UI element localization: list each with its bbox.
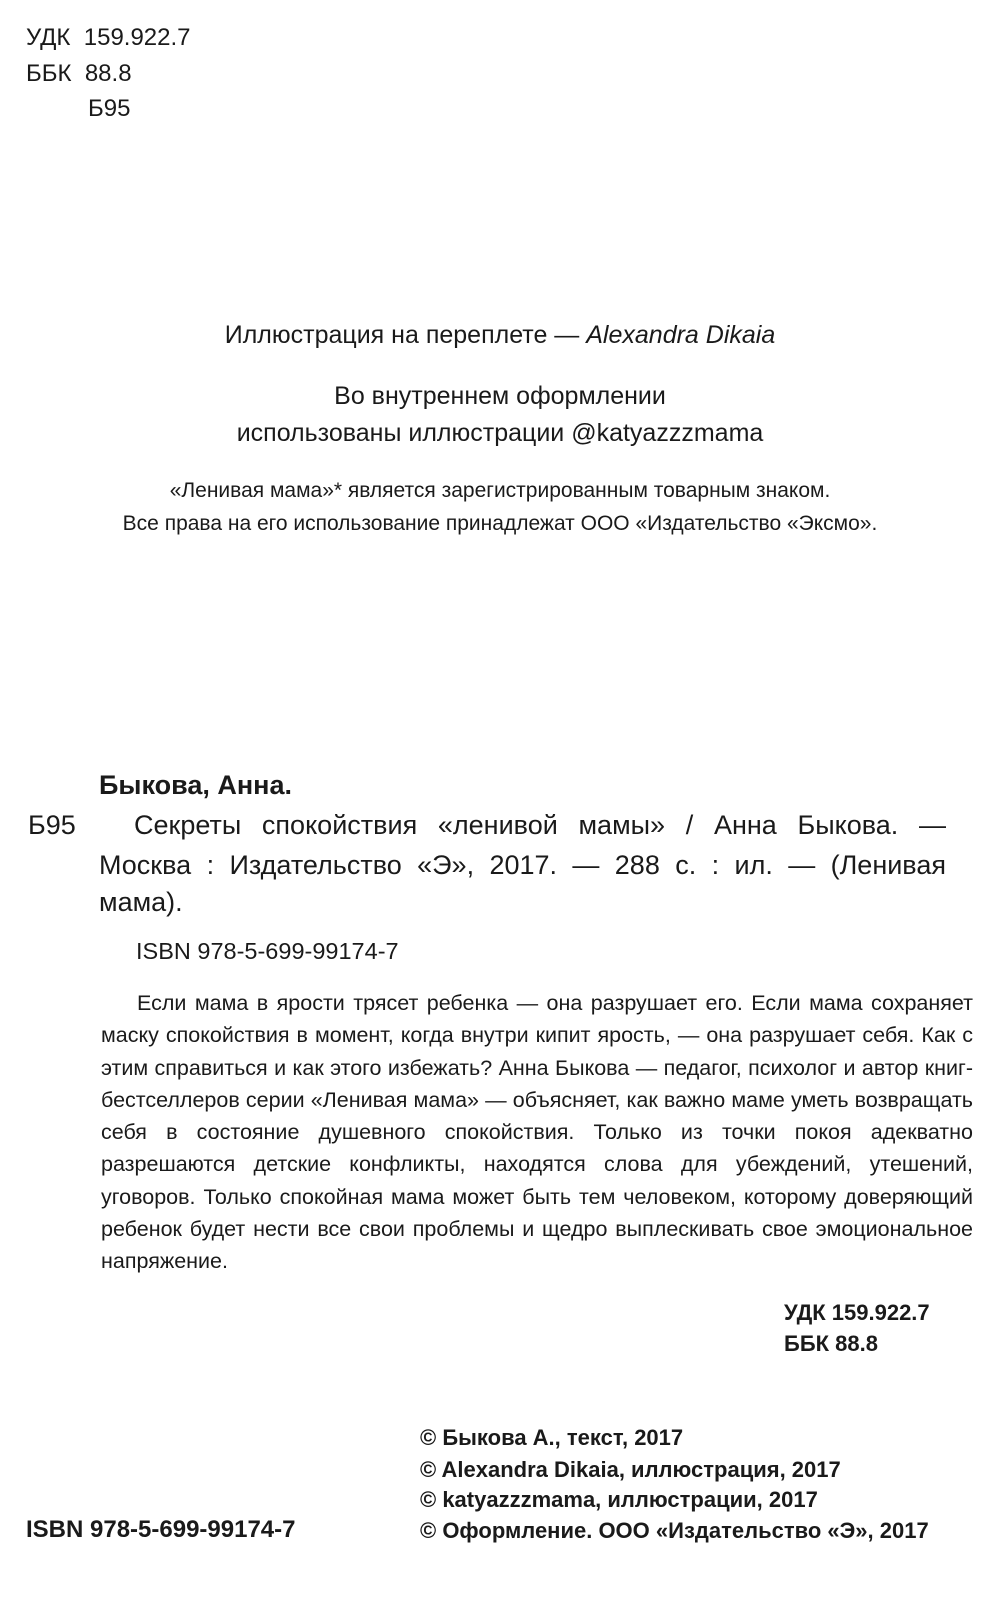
copyright-line-4: © Оформление. ООО «Издательство «Э», 2017 (420, 1518, 929, 1543)
bbk-label: ББК (26, 60, 72, 87)
udk-right: УДК 159.922.7 (784, 1300, 930, 1325)
bbk-value: 88.8 (84, 60, 132, 87)
udk-value: 159.922.7 (83, 24, 191, 51)
annotation: Если мама в ярости трясет ребенка — она разрушает его. Если мама сохраняет маску спокойствия в момент, когда внутри кипит ярость, — она разрушает себя. Как с этим справиться и как этого избежать? Анна Быкова — педагог, психолог и автор книг-бестселлеров серии «Ленивая мама» — объясняет, как важно маме уметь возвращать себя в состояние душевного спокойствия. Только из точки покоя адекватно разрешаются детские конфликты, находятся слова для убеждений, утешений, уговоров. Только спокойная мама может быть тем человеком, которому доверяющий ребенок будет нести все свои проблемы и щедро выплескивать свое эмоциональное напряжение. (101, 991, 973, 1274)
author-mark: Б95 (28, 810, 76, 840)
copyright-line-1: © Быкова А., текст, 2017 (420, 1425, 684, 1450)
bbk-line (26, 56, 132, 92)
cover-illustration-prefix: Иллюстрация на переплете — (224, 321, 587, 349)
biblio-line-1: Секреты спокойствия «ленивой мамы» / Анна Быкова. — (134, 810, 946, 840)
udk-label: УДК (26, 24, 71, 51)
footer-isbn: ISBN 978-5-699-99174-7 (26, 1516, 296, 1543)
author-mark-top: Б95 (88, 95, 131, 122)
author-heading: Быкова, Анна. (99, 770, 293, 800)
udk-line (26, 20, 191, 56)
cover-illustration-author: Alexandra Dikaia (586, 321, 776, 349)
trademark-line-2: Все права на его использование принадлежат ООО «Издательство «Эксмо». (122, 512, 878, 535)
biblio-line-3: мама). (99, 887, 183, 917)
bbk-right: ББК 88.8 (784, 1331, 878, 1356)
biblio-isbn: ISBN 978-5-699-99174-7 (136, 938, 399, 964)
copyright-line-3: © katyazzzmama, иллюстрации, 2017 (420, 1487, 818, 1512)
copyright-line-2: © Alexandra Dikaia, иллюстрация, 2017 (420, 1457, 841, 1482)
trademark-line-1: «Ленивая мама»* является зарегистрированным товарным знаком. (169, 479, 831, 502)
cover-illustration-credit (0, 316, 1000, 354)
biblio-line-2: Москва : Издательство «Э», 2017. — 288 с. : ил. — (Ленивая (99, 850, 946, 880)
inner-design-line-1: Во внутреннем оформлении (334, 382, 666, 410)
inner-design-line-2: использованы иллюстрации @katyazzzmama (236, 419, 764, 447)
